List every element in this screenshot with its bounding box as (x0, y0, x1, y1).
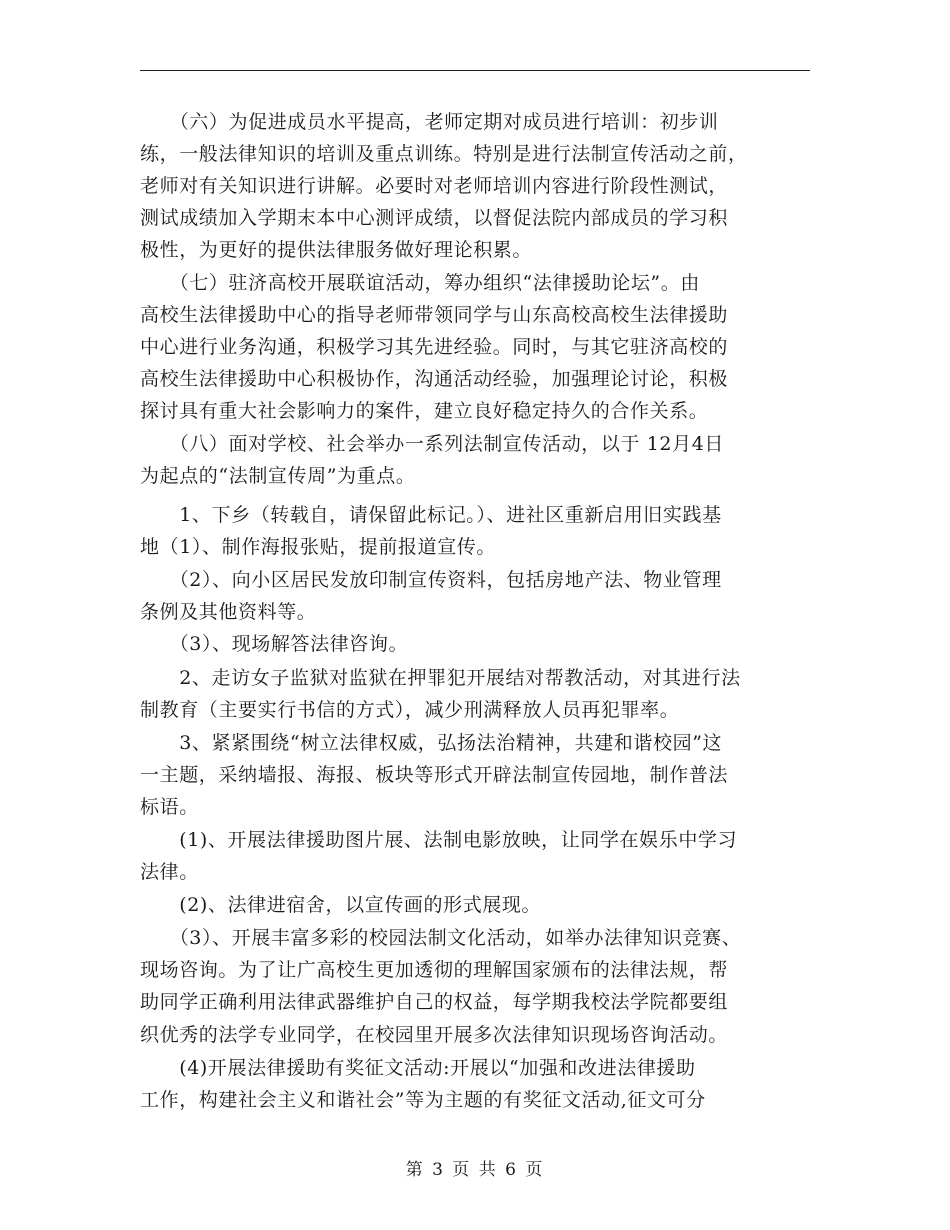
paragraph-line: 助同学正确利用法律武器维护自己的权益，每学期我校法学院都要组 (140, 991, 729, 1013)
page-footer: 第 3 页 共 6 页 (405, 1160, 545, 1180)
paragraph-line: 1、下乡（转载自，请保留此标记。）、进社区重新启用旧实践基 (140, 504, 722, 526)
paragraph-line: (4)开展法律援助有奖征文活动:开展以“加强和改进法律援助 (140, 1057, 696, 1079)
paragraph-line: 极性，为更好的提供法律服务做好理论积累。 (140, 239, 533, 261)
paragraph-line: （2）、向小区居民发放印制宣传资料，包括房地产法、物业管理 (140, 569, 722, 591)
paragraph-line: 练，一般法律知识的培训及重点训练。特别是进行法制宣传活动之前， (140, 143, 748, 165)
paragraph-line: 法律。 (140, 861, 199, 883)
paragraph-line: （六）为促进成员水平提高，老师定期对成员进行培训：初步训 (140, 111, 719, 133)
paragraph-line: 2、走访女子监狱对监狱在押罪犯开展结对帮教活动，对其进行法 (140, 667, 741, 689)
paragraph-line: 高校生法律援助中心的指导老师带领同学与山东高校高校生法律援助 (140, 304, 729, 326)
paragraph-line: 制教育（主要实行书信的方式），减少刑满释放人员再犯罪率。 (140, 699, 680, 721)
paragraph-line: 测试成绩加入学期末本中心测评成绩，以督促法院内部成员的学习积 (140, 207, 729, 229)
paragraph-line: 地（1）、制作海报张贴，提前报道宣传。 (140, 536, 496, 558)
paragraph-line: 工作，构建社会主义和谐社会”等为主题的有奖征文活动,征文可分 (140, 1089, 706, 1111)
paragraph-line: 为起点的“法制宣传周”为重点。 (140, 465, 416, 487)
paragraph-line: 现场咨询。为了让广高校生更加透彻的理解国家颁布的法律法规，帮 (140, 959, 729, 981)
paragraph-line: (2)、法律进宿舍，以宣传画的形式展现。 (140, 894, 542, 916)
paragraph-line: 标语。 (140, 796, 199, 818)
paragraph-line: 高校生法律援助中心积极协作，沟通活动经验，加强理论讨论，积极 (140, 368, 729, 390)
paragraph-line: 一主题，采纳墙报、海报、板块等形式开辟法制宣传园地，制作普法 (140, 764, 729, 786)
paragraph-line: 探讨具有重大社会影响力的案件，建立良好稳定持久的合作关系。 (140, 400, 709, 422)
header-rule (140, 70, 810, 71)
paragraph-line: 织优秀的法学专业同学，在校园里开展多次法律知识现场咨询活动。 (140, 1024, 729, 1046)
paragraph-line: （七）驻济高校开展联谊活动，筹办组织“法律援助论坛”。由 (140, 272, 700, 294)
paragraph-line: (1)、开展法律援助图片展、法制电影放映，让同学在娱乐中学习 (140, 829, 738, 851)
paragraph-line: 中心进行业务沟通，积极学习其先进经验。同时，与其它驻济高校的 (140, 336, 729, 358)
paragraph-line: 条例及其他资料等。 (140, 601, 317, 623)
paragraph-line: （3）、开展丰富多彩的校园法制文化活动，如举办法律知识竞赛、 (140, 927, 742, 949)
paragraph-line: 3、紧紧围绕“树立法律权威，弘扬法治精神，共建和谐校园”这 (140, 732, 723, 754)
paragraph-line: 老师对有关知识进行讲解。必要时对老师培训内容进行阶段性测试， (140, 175, 729, 197)
paragraph-line: （八）面对学校、社会举办一系列法制宣传活动，以于 12月4日 (140, 433, 725, 455)
paragraph-line: （3）、现场解答法律咨询。 (140, 633, 409, 655)
